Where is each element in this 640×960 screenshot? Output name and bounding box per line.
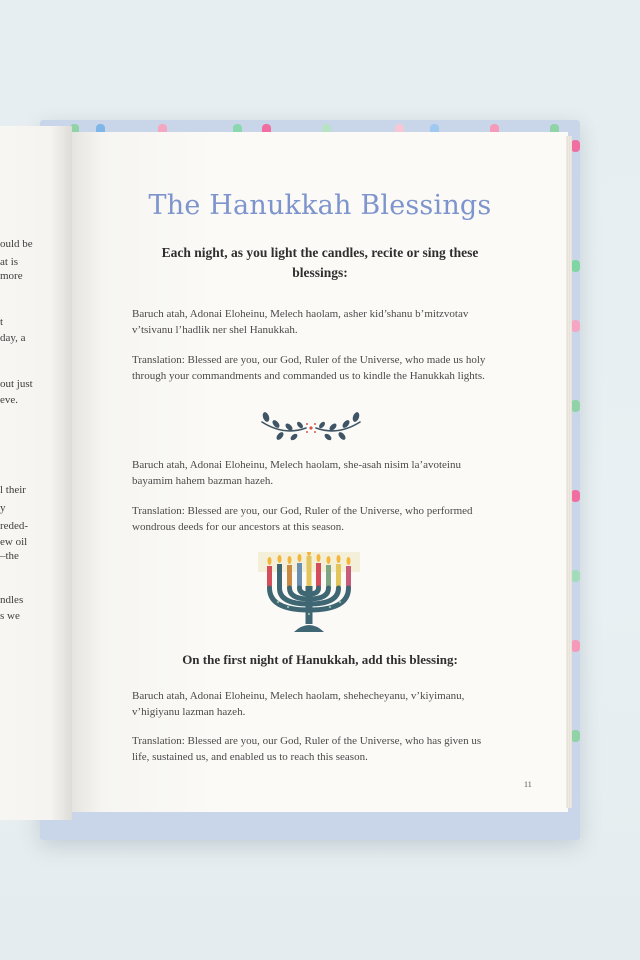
left-page-text: ndles xyxy=(0,594,24,606)
left-page-text: out just xyxy=(0,378,33,390)
left-page-text: l their xyxy=(0,484,26,496)
page-title: The Hanukkah Blessings xyxy=(148,190,492,221)
left-page-text: ould be xyxy=(0,238,33,250)
left-page-text: y xyxy=(0,502,6,514)
blessing-shehecheyanu: Baruch atah, Adonai Eloheinu, Melech haolam, shehecheyanu, v’kiyimanu, v’higiyanu lazman hazeh. xyxy=(132,690,465,718)
left-page-text: day, a xyxy=(0,332,26,344)
left-page-text: ew oil xyxy=(0,536,28,548)
laurel-branch-icon xyxy=(256,410,366,442)
left-page-text: at is xyxy=(0,256,19,268)
first-night-heading: On the first night of Hanukkah, add this blessing: xyxy=(182,652,458,667)
page-edges xyxy=(566,136,572,808)
translation-shehecheyanu: Translation: Blessed are you, our God, Ruler of the Universe, who has given us life, sustained us, and enabled us to reach this season. xyxy=(132,735,482,763)
blessing-miracles: Baruch atah, Adonai Eloheinu, Melech haolam, she-asah nisim la’avoteinu bayamim hahem bazman hazeh. xyxy=(132,459,461,487)
left-page-text: reded- xyxy=(0,520,29,532)
menorah-icon xyxy=(258,552,360,634)
page-number: 11 xyxy=(524,780,532,789)
intro-text: Each night, as you light the candles, recite or sing these blessings: xyxy=(161,245,479,280)
translation-candles: Translation: Blessed are you, our God, Ruler of the Universe, who made us holy through your commandments and commanded us to kindle the Hanukkah lights. xyxy=(132,354,486,382)
left-page-text: t xyxy=(0,316,4,328)
left-page-text: more xyxy=(0,270,23,282)
left-page-text: –the xyxy=(0,550,19,562)
left-page-text: eve. xyxy=(0,394,19,406)
blessing-candles: Baruch atah, Adonai Eloheinu, Melech haolam, asher kid’shanu b’mitzvotav v’tsivanu l’hadlik ner shel Hanukkah. xyxy=(132,308,469,336)
translation-miracles: Translation: Blessed are you, our God, Ruler of the Universe, who performed wondrous deeds for our ancestors at this season. xyxy=(132,505,473,533)
left-page-text: s we xyxy=(0,610,20,622)
left-page xyxy=(0,126,72,820)
